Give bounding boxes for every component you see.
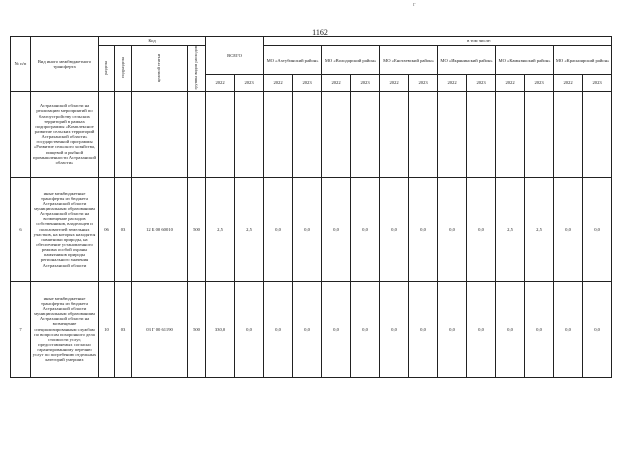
value-cell: 0,0 xyxy=(351,177,380,281)
value-cell: 0,0 xyxy=(496,281,525,377)
value-cell: 0,0 xyxy=(554,177,583,281)
razdel-cell xyxy=(99,91,115,177)
header-mo-krasnoyarsky: МО «Красноярский район» xyxy=(554,46,612,75)
value-cell: 2,5 xyxy=(496,177,525,281)
value-cell xyxy=(380,91,409,177)
podrazdel-cell xyxy=(115,91,132,177)
value-cell: 0,0 xyxy=(380,177,409,281)
year-cell: 2023 xyxy=(351,75,380,91)
value-cell xyxy=(322,91,351,177)
value-cell xyxy=(264,91,293,177)
header-mo-akhtubinsky: МО «Ахтубинский район» xyxy=(264,46,322,75)
value-cell: 0,0 xyxy=(554,281,583,377)
gvr-cell xyxy=(188,91,206,177)
row-desc-cell: иные межбюджетные трансферты из бюджета Астраханской области муниципальным образованиям Астраханской области на возмещение расходов собственников, владельцев и пользователей земельных участков, на которых находятся памятники природы, на обеспечение установленного режима особой охраны памятников природы регионального значения Астраханской области xyxy=(31,177,99,281)
header-name: Вид иного межбюджетного трансферта xyxy=(31,37,99,92)
row-num-cell: 7 xyxy=(11,281,31,377)
year-cell: 2022 xyxy=(380,75,409,91)
year-cell: 2023 xyxy=(409,75,438,91)
year-cell: 2023 xyxy=(235,75,264,91)
header-mo-kamyzyaksky: МО «Камызякский район» xyxy=(496,46,554,75)
value-cell xyxy=(235,91,264,177)
year-cell: 2022 xyxy=(264,75,293,91)
cs-cell xyxy=(132,91,188,177)
transfers-table xyxy=(10,36,612,378)
value-cell xyxy=(583,91,612,177)
gvr-cell: 500 xyxy=(188,281,206,377)
header-razdel: раздела xyxy=(99,46,115,92)
razdel-cell: 06 xyxy=(99,177,115,281)
value-cell xyxy=(554,91,583,177)
row-desc-cell: иные межбюджетные трансферты из бюджета Астраханской области муниципальным образованиям Астраханской области на возмещение специализированным службам по вопросам похоронного дела стоимости услуг, предоставляемых согласно гарантированному перечню услуг по погребению отдельных категорий умерших xyxy=(31,281,99,377)
value-cell: 0,0 xyxy=(409,281,438,377)
value-cell: 0,0 xyxy=(235,281,264,377)
year-cell: 2023 xyxy=(467,75,496,91)
value-cell: 330,0 xyxy=(206,281,235,377)
value-cell: 0,0 xyxy=(293,281,322,377)
cs-cell: 12 Б 00 60010 xyxy=(132,177,188,281)
header-num: № п/п xyxy=(11,37,31,92)
row-num-cell: 6 xyxy=(11,177,31,281)
value-cell xyxy=(206,91,235,177)
corner-mark: г xyxy=(413,2,416,8)
value-cell: 0,0 xyxy=(467,177,496,281)
value-cell: 0,0 xyxy=(322,177,351,281)
podrazdel-cell: 03 xyxy=(115,281,132,377)
value-cell: 0,0 xyxy=(438,281,467,377)
header-mo-enotaevsky: МО «Енотаевский район» xyxy=(380,46,438,75)
table-row xyxy=(11,177,612,281)
year-cell: 2023 xyxy=(293,75,322,91)
value-cell xyxy=(438,91,467,177)
year-cell: 2022 xyxy=(496,75,525,91)
value-cell: 0,0 xyxy=(525,281,554,377)
page-number: 1162 xyxy=(312,28,328,37)
value-cell xyxy=(525,91,554,177)
header-total: ВСЕГО xyxy=(206,37,264,75)
year-cell: 2022 xyxy=(554,75,583,91)
value-cell xyxy=(496,91,525,177)
value-cell xyxy=(467,91,496,177)
value-cell: 0,0 xyxy=(467,281,496,377)
header-code-group: Код xyxy=(99,37,206,46)
value-cell: 0,0 xyxy=(438,177,467,281)
year-cell: 2022 xyxy=(206,75,235,91)
value-cell xyxy=(409,91,438,177)
value-cell: 0,0 xyxy=(583,281,612,377)
row-num-cell xyxy=(11,91,31,177)
cs-cell: 03 Г 00 61190 xyxy=(132,281,188,377)
value-cell: 0,0 xyxy=(409,177,438,281)
table-row xyxy=(11,91,612,177)
value-cell: 0,0 xyxy=(322,281,351,377)
value-cell: 0,0 xyxy=(351,281,380,377)
row-desc-cell: Астраханской области на реализацию мероприятий по благоустройству сельских территорий в рамках подпрограммы «Комплексное развитие сельских территорий Астраханской области» государственной программы «Развитие сельского хозяйства, пищевой и рыбной промышленности Астраханской области» xyxy=(31,91,99,177)
value-cell xyxy=(351,91,380,177)
gvr-cell: 500 xyxy=(188,177,206,281)
value-cell xyxy=(293,91,322,177)
value-cell: 0,0 xyxy=(264,177,293,281)
year-cell: 2023 xyxy=(525,75,554,91)
value-cell: 2,5 xyxy=(525,177,554,281)
podrazdel-cell: 03 xyxy=(115,177,132,281)
year-cell: 2022 xyxy=(438,75,467,91)
table-row xyxy=(11,281,612,377)
razdel-cell: 10 xyxy=(99,281,115,377)
year-cell: 2022 xyxy=(322,75,351,91)
value-cell: 0,0 xyxy=(293,177,322,281)
value-cell: 0,0 xyxy=(264,281,293,377)
value-cell: 2,5 xyxy=(206,177,235,281)
value-cell: 0,0 xyxy=(583,177,612,281)
header-podrazdel: подраздела xyxy=(115,46,132,92)
year-cell: 2023 xyxy=(583,75,612,91)
header-incl: в том числе: xyxy=(264,37,612,46)
value-cell: 2,5 xyxy=(235,177,264,281)
header-mo-ikryaninsky: МО «Икрянинский район» xyxy=(438,46,496,75)
value-cell: 0,0 xyxy=(380,281,409,377)
header-gvr: группы видов расходов xyxy=(188,46,206,92)
header-mo-volodarsky: МО «Володарский район» xyxy=(322,46,380,75)
header-cs: целевой статьи xyxy=(132,46,188,92)
